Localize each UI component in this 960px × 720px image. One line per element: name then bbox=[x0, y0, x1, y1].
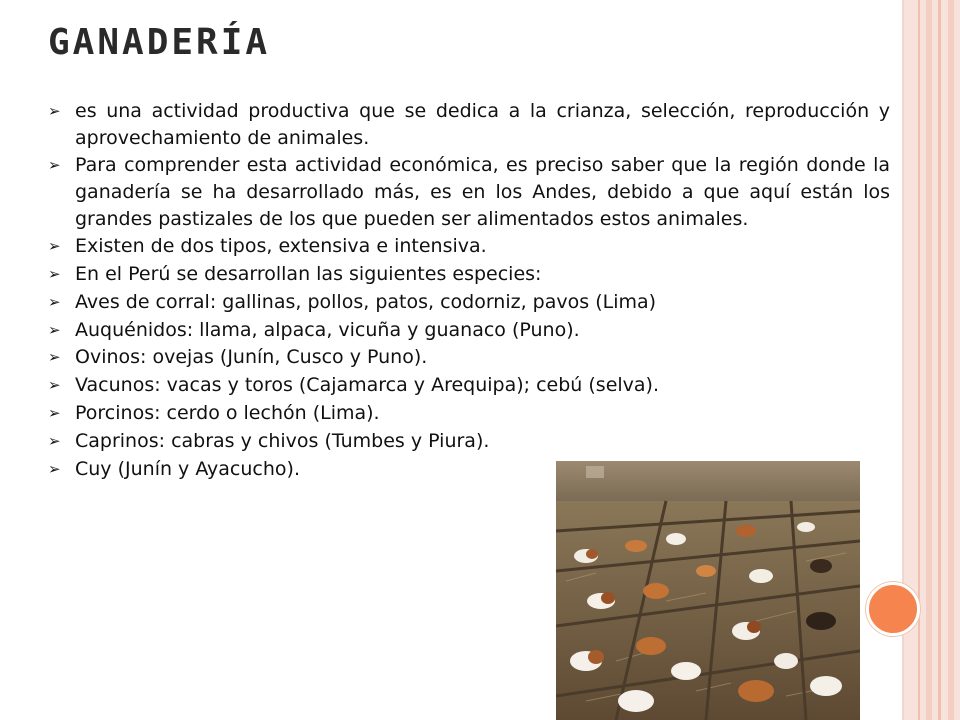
bullet-text: En el Perú se desarrollan las siguientes especies: bbox=[75, 263, 542, 286]
bullet-text: Existen de dos tipos, extensiva e intensiva. bbox=[75, 235, 487, 258]
arrow-bullet-icon: ➢ bbox=[48, 102, 61, 120]
frame-stripe bbox=[938, 0, 941, 720]
arrow-bullet-icon: ➢ bbox=[48, 404, 61, 423]
bullet-text: Porcinos: cerdo o lechón (Lima). bbox=[75, 402, 380, 425]
arrow-bullet-icon: ➢ bbox=[48, 459, 61, 478]
frame-stripe bbox=[948, 0, 954, 720]
bullet-text: Cuy (Junín y Ayacucho). bbox=[75, 457, 300, 480]
arrow-bullet-icon: ➢ bbox=[48, 237, 61, 256]
bullet-text: Auquénidos: llama, alpaca, vicuña y guanaco (Puno). bbox=[75, 318, 580, 341]
bullet-text: Para comprender esta actividad económica, es preciso saber que la región donde la ganadería se ha desarrollado más, es en los Andes, debido a que aquí están los grandes pastizales de los que pueden ser alimentados estos animales. bbox=[75, 154, 890, 230]
arrow-bullet-icon: ➢ bbox=[48, 348, 61, 367]
arrow-bullet-icon: ➢ bbox=[48, 431, 61, 450]
bullet-list bbox=[48, 98, 890, 483]
bullet-item bbox=[48, 344, 890, 371]
bullet-item bbox=[48, 456, 615, 483]
bullet-item bbox=[48, 152, 890, 232]
bullet-item bbox=[48, 372, 890, 399]
guinea-pig-farm-photo bbox=[556, 461, 860, 720]
bullet-item bbox=[48, 317, 890, 344]
bullet-text: es una actividad productiva que se dedica a la crianza, selección, reproducción y aprovechamiento de animales. bbox=[75, 100, 890, 149]
arrow-bullet-icon: ➢ bbox=[48, 265, 61, 284]
bullet-text: Aves de corral: gallinas, pollos, patos, codorniz, pavos (Lima) bbox=[75, 290, 657, 313]
arrow-bullet-icon: ➢ bbox=[48, 292, 61, 311]
arrow-bullet-icon: ➢ bbox=[48, 320, 61, 339]
orange-accent-circle bbox=[866, 582, 920, 636]
frame-stripe bbox=[926, 0, 932, 720]
guinea-pig-farm-illustration bbox=[556, 461, 860, 720]
bullet-item bbox=[48, 289, 890, 316]
bullet-text: Caprinos: cabras y chivos (Tumbes y Piura). bbox=[75, 429, 490, 452]
bullet-item bbox=[48, 233, 890, 260]
bullet-text: Ovinos: ovejas (Junín, Cusco y Puno). bbox=[75, 346, 428, 369]
bullet-item bbox=[48, 98, 890, 151]
bullet-item bbox=[48, 428, 615, 455]
arrow-bullet-icon: ➢ bbox=[48, 376, 61, 395]
bullet-item bbox=[48, 261, 890, 288]
bullet-item bbox=[48, 400, 890, 427]
bullet-text: Vacunos: vacas y toros (Cajamarca y Arequipa); cebú (selva). bbox=[75, 374, 660, 397]
slide-title: GANADERÍA bbox=[48, 22, 271, 63]
arrow-bullet-icon: ➢ bbox=[48, 156, 61, 175]
